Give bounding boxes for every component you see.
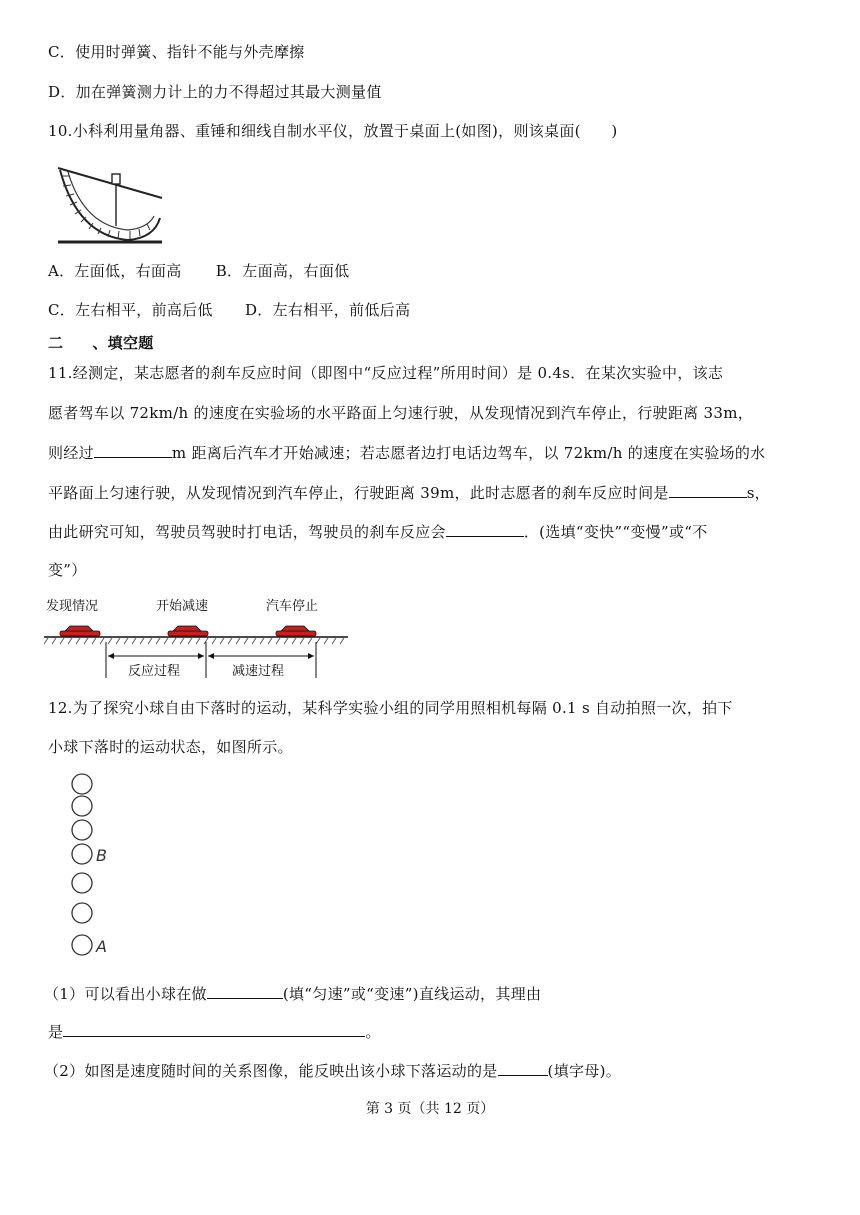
question-12-line2: 小球下落时的运动状态，如图所示。 xyxy=(48,738,293,756)
car-1 xyxy=(60,626,100,636)
option-10-row2 xyxy=(48,300,410,320)
answer-blank-motion-type[interactable] xyxy=(207,983,283,999)
car-2 xyxy=(168,626,208,636)
label-found: 发现情况 xyxy=(46,599,99,614)
question-11-line1: 11.经测定，某志愿者的刹车反应时间（即图中“反应过程”所用时间）是 0.4s．在某次实验中，该志 xyxy=(48,364,724,382)
answer-blank-reaction-change[interactable] xyxy=(446,521,524,537)
falling-ball-figure xyxy=(66,773,126,963)
section-title: 、填空题 xyxy=(92,334,154,352)
option-10-row1 xyxy=(48,261,349,281)
question-11-line5: 由此研究可知，驾驶员驾驶时打电话，驾驶员的刹车反应会 ．(选填“变快”“变慢”或“不 xyxy=(48,523,708,541)
question-10-stem: 10.小科利用量角器、重锤和细线自制水平仪，放置于桌面上(如图)，则该桌面( ) xyxy=(48,122,618,140)
label-decel-process: 减速过程 xyxy=(232,664,285,679)
question-11-line6: 变”） xyxy=(48,561,87,579)
option-9c: C．使用时弹簧、指针不能与外壳摩擦 xyxy=(48,43,305,61)
option-10c: C．左右相平，前高后低 xyxy=(48,301,213,319)
question-12-sub1: （1）可以看出小球在做 (填“匀速”或“变速”)直线运动，其理由 xyxy=(44,985,542,1003)
ball-1 xyxy=(72,774,92,794)
question-11-line3: 则经过 m 距离后汽车才开始减速；若志愿者边打电话边驾车，以 72km/h 的速度在实验场的水 xyxy=(48,444,766,462)
option-10d: D．左右相平，前低后高 xyxy=(244,301,411,319)
ball-5 xyxy=(72,873,92,893)
option-10b: B．左面高，右面低 xyxy=(215,262,350,280)
section-number: 二 xyxy=(48,334,64,352)
braking-figure xyxy=(44,596,354,684)
section-heading xyxy=(48,333,154,353)
ball-4 xyxy=(72,844,92,864)
level-figure xyxy=(50,158,170,244)
question-12-reason: 是 。 xyxy=(48,1023,381,1041)
question-12-line1: 12.为了探究小球自由下落时的运动，某科学实验小组的同学用照相机每隔 0.1 s 自动拍照一次，拍下 xyxy=(48,699,733,717)
ball-7 xyxy=(72,935,92,955)
ball-3 xyxy=(72,820,92,840)
question-11-line4: 平路面上匀速行驶，从发现情况到汽车停止，行驶距离 39m，此时志愿者的刹车反应时间是 s， xyxy=(48,484,770,502)
label-car-stop: 汽车停止 xyxy=(266,599,319,614)
answer-blank-distance[interactable] xyxy=(94,442,172,458)
ball-6 xyxy=(72,903,92,923)
question-12-sub2: （2）如图是速度随时间的关系图像，能反映出该小球下落运动的是 (填字母)。 xyxy=(44,1062,622,1080)
label-b: B xyxy=(96,846,107,865)
page-footer: 第 3 页（共 12 页） xyxy=(365,1101,495,1117)
answer-blank-graph-letter[interactable] xyxy=(498,1060,548,1076)
label-a: A xyxy=(96,937,107,956)
label-reaction-process: 反应过程 xyxy=(128,664,181,679)
answer-blank-reason[interactable] xyxy=(63,1021,365,1037)
question-11-line2: 愿者驾车以 72km/h 的速度在实验场的水平路面上匀速行驶，从发现情况到汽车停止，行驶距离 33m， xyxy=(48,404,754,422)
ball-2 xyxy=(72,796,92,816)
answer-blank-reaction-time[interactable] xyxy=(669,482,747,498)
option-10a: A．左面低，右面高 xyxy=(48,262,182,280)
car-3 xyxy=(276,626,316,636)
label-start-decel: 开始减速 xyxy=(156,599,209,614)
option-9d: D．加在弹簧测力计上的力不得超过其最大测量值 xyxy=(48,83,382,101)
